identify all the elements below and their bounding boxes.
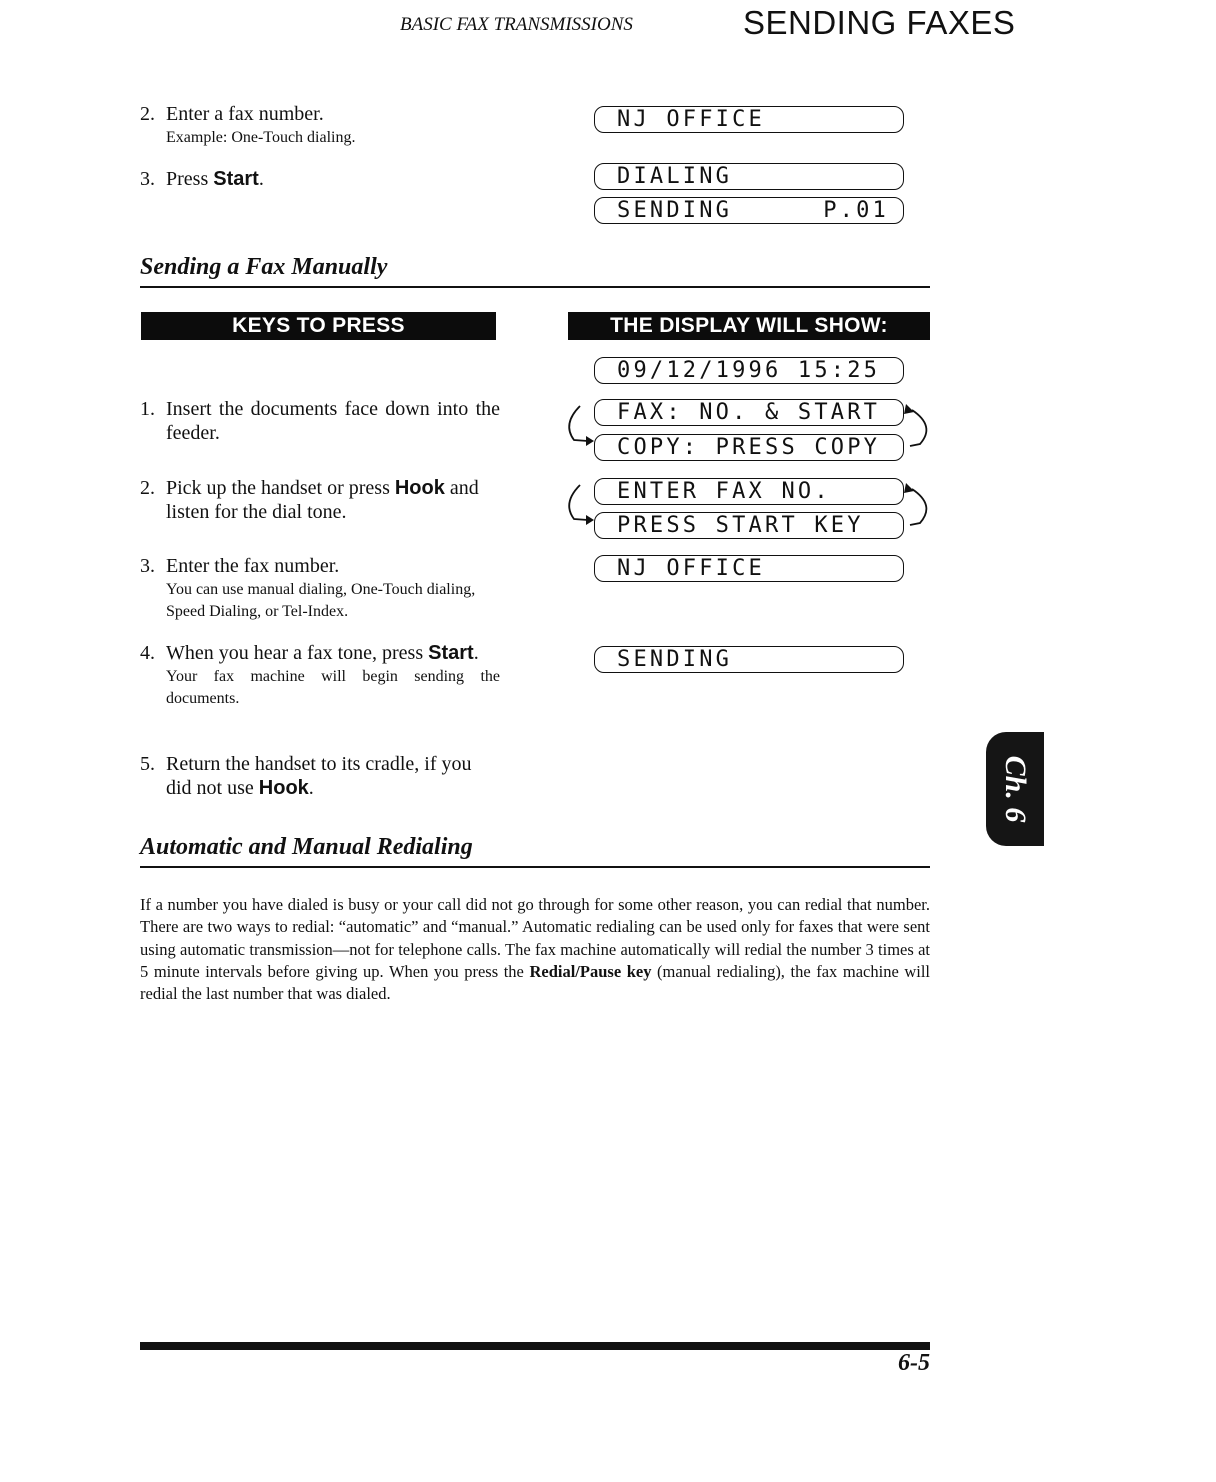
step-text: When you hear a fax tone, press Start. xyxy=(166,642,479,664)
step-number: 2. xyxy=(140,103,155,125)
key-label: Hook xyxy=(394,477,445,499)
keys-to-press-banner: KEYS TO PRESS xyxy=(141,312,496,340)
key-label: Start xyxy=(428,642,474,664)
manual-step-3 xyxy=(140,554,500,623)
step-note: You can use manual dialing, One-Touch dialing, Speed Dialing, or Tel-Index. xyxy=(166,581,476,620)
right-curved-arrow-icon xyxy=(910,410,926,446)
key-label: Redial/Pause key xyxy=(529,961,652,981)
lcd-display: 09/12/1996 15:25 xyxy=(594,357,904,384)
step-number: 5. xyxy=(140,753,155,775)
step-text: Insert the documents face down into the feeder. xyxy=(166,398,500,444)
right-curved-arrow-icon xyxy=(910,489,926,525)
manual-step-2 xyxy=(140,476,500,524)
lcd-display: SENDING P.01 xyxy=(594,197,904,224)
step-note: Example: One-Touch dialing. xyxy=(166,129,356,146)
manual-step-4 xyxy=(140,641,500,710)
left-curved-arrow-icon xyxy=(569,406,588,441)
section-rule xyxy=(140,286,930,288)
lcd-display: COPY: PRESS COPY xyxy=(594,434,904,461)
step-text: Pick up the handset or press Hook and listen for the dial tone. xyxy=(166,477,479,523)
top-step-2 xyxy=(140,102,500,149)
step-text: Enter the fax number. xyxy=(166,555,340,577)
lcd-display: ENTER FAX NO. xyxy=(594,478,904,505)
left-curved-arrow-icon xyxy=(569,485,588,520)
lcd-display: PRESS START KEY xyxy=(594,512,904,539)
step-number: 2. xyxy=(140,477,155,499)
step-number: 1. xyxy=(140,398,155,420)
running-header-chapter: SENDING FAXES xyxy=(743,4,1016,41)
step-text: Enter a fax number. xyxy=(166,103,324,125)
step-number: 4. xyxy=(140,642,155,664)
key-label: Hook xyxy=(258,777,309,799)
running-header-section: BASIC FAX TRANSMISSIONS xyxy=(400,14,633,35)
chapter-tab-label: Ch. 6 xyxy=(999,755,1032,823)
step-text: Return the handset to its cradle, if you did not use Hook. xyxy=(166,753,472,799)
manual-step-5 xyxy=(140,752,500,800)
lcd-display: DIALING xyxy=(594,163,904,190)
key-label: Start xyxy=(213,168,259,190)
section-rule xyxy=(140,866,930,868)
page-count: P.01 xyxy=(823,198,889,223)
lcd-display: SENDING xyxy=(594,646,904,673)
footer-rule xyxy=(140,1342,930,1350)
chapter-tab xyxy=(986,732,1044,846)
top-step-3 xyxy=(140,167,500,191)
lcd-display: FAX: NO. & START xyxy=(594,399,904,426)
display-will-show-banner: THE DISPLAY WILL SHOW: xyxy=(568,312,930,340)
lcd-display: NJ OFFICE xyxy=(594,555,904,582)
step-number: 3. xyxy=(140,168,155,190)
step-text: Press Start. xyxy=(166,168,264,190)
alternating-display-arrows xyxy=(560,392,940,542)
lcd-display: NJ OFFICE xyxy=(594,106,904,133)
section-heading: Automatic and Manual Redialing xyxy=(140,834,473,860)
manual-step-1 xyxy=(140,397,500,445)
redial-paragraph: If a number you have dialed is busy or your call did not go through for some other reason, you can redial that number. There are two ways to redial: “automatic” and “manual.” Automatic redialing can be used only for faxes that were sent using automatic transmission—not for telephone calls. The fax machine automatically will redial the number 3 times at 5 minute intervals before giving up. When you press the Redial/Pause key (manual redialing), the fax machine will redial the last number that was dialed. xyxy=(140,895,931,1004)
section-heading: Sending a Fax Manually xyxy=(140,254,388,280)
step-note: Your fax machine will begin sending the documents. xyxy=(166,668,500,707)
page-number: 6-5 xyxy=(898,1350,930,1376)
step-number: 3. xyxy=(140,555,155,577)
